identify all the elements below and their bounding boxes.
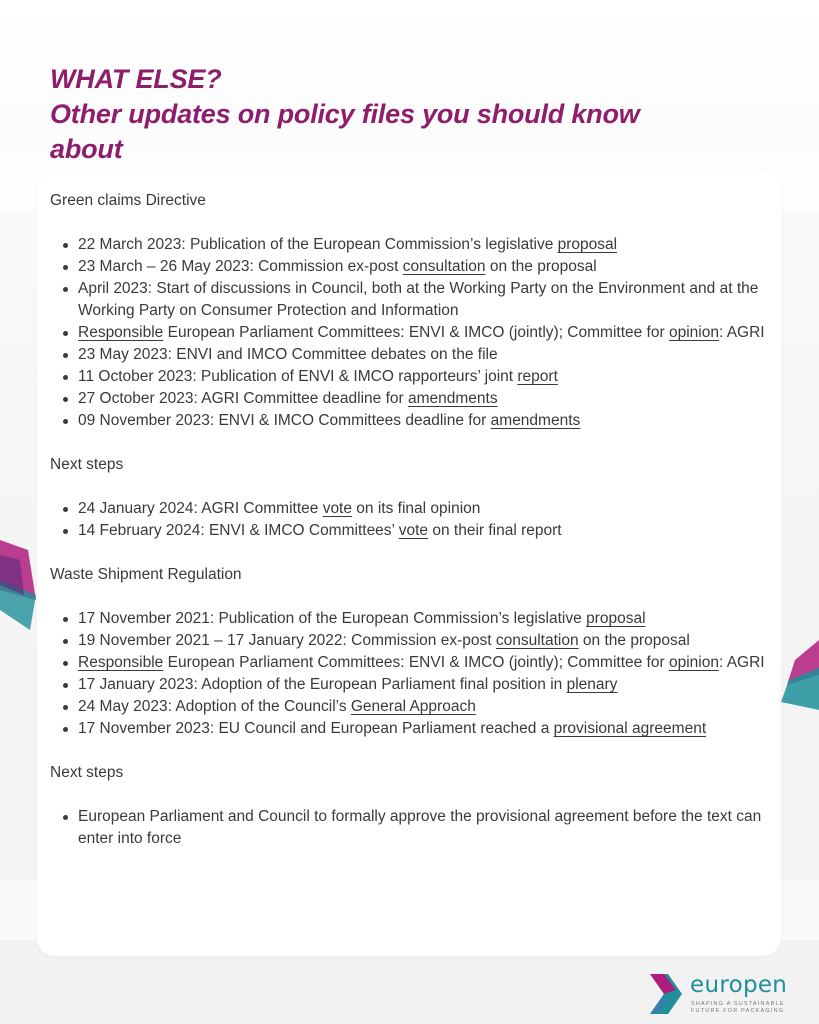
item-text: on their final report [428, 522, 562, 539]
inline-link[interactable]: proposal [586, 610, 646, 627]
title-line: WHAT ELSE? [50, 64, 222, 94]
inline-link[interactable]: amendments [407, 390, 498, 407]
list-item [50, 410, 770, 432]
list-item [50, 498, 770, 520]
item-text: 22 March 2023: Publication of the European Commission’s legislative [78, 236, 558, 253]
list-item [50, 234, 770, 256]
list-item [50, 366, 770, 388]
item-text: 09 November 2023: ENVI & IMCO Committees deadline for [78, 412, 491, 429]
item-text: 17 November 2021: Publication of the European Commission’s legislative [78, 610, 587, 627]
item-text: 17 November 2023: EU Council and European Parliament reached a [78, 720, 554, 737]
inline-link[interactable]: Responsible [78, 654, 164, 671]
bullet-list [50, 498, 770, 542]
list-item [50, 256, 770, 278]
title-line: about [50, 134, 123, 164]
bullet-list [50, 806, 770, 850]
item-text: : AGRI [718, 324, 765, 341]
list-item [50, 718, 770, 740]
bullet-list [50, 608, 770, 740]
list-item [50, 806, 770, 850]
inline-link[interactable]: vote [322, 500, 352, 517]
item-text: European Parliament Committees: ENVI & IMCO (jointly); Committee for [163, 654, 669, 671]
title-line: Other updates on policy files you should know [50, 99, 640, 129]
inline-link[interactable]: opinion [668, 324, 719, 341]
list-item [50, 344, 770, 366]
item-text: 23 March – 26 May 2023: Commission ex-post [78, 258, 403, 275]
inline-link[interactable]: consultation [495, 632, 579, 649]
decorative-ribbon-left [0, 540, 36, 630]
inline-link[interactable]: amendments [490, 412, 581, 429]
inline-link[interactable]: opinion [668, 654, 719, 671]
inline-link[interactable]: plenary [566, 676, 618, 693]
item-text: 27 October 2023: AGRI Committee deadline for [78, 390, 408, 407]
inline-link[interactable]: Responsible [78, 324, 164, 341]
policy-updates-content [50, 190, 770, 872]
europen-logo [646, 970, 791, 1018]
item-text: on the proposal [578, 632, 690, 649]
inline-link[interactable]: vote [398, 522, 429, 539]
item-text: 24 January 2024: AGRI Committee [78, 500, 323, 517]
list-item [50, 388, 770, 410]
inline-link[interactable]: proposal [557, 236, 618, 253]
list-item [50, 278, 770, 322]
list-item [50, 608, 770, 630]
page-title [50, 62, 770, 167]
list-item [50, 696, 770, 718]
item-text: 14 February 2024: ENVI & IMCO Committees’ [78, 522, 399, 539]
item-text: 24 May 2023: Adoption of the Council’s [78, 698, 351, 715]
item-text: 11 October 2023: Publication of ENVI & IMCO rapporteurs’ joint [78, 368, 518, 385]
logo-tagline: SHAPING A SUSTAINABLE FUTURE FOR PACKAGING [691, 1001, 785, 1014]
item-text: European Parliament and Council to formally approve the provisional agreement before the text can enter into force [78, 808, 762, 847]
list-item [50, 520, 770, 542]
section-heading: Next steps [50, 456, 124, 473]
logo-wordmark: europen [690, 972, 788, 998]
section-heading: Next steps [50, 764, 124, 781]
inline-link[interactable]: General Approach [350, 698, 476, 715]
europen-mark-icon [646, 972, 686, 1016]
item-text: on the proposal [485, 258, 597, 275]
item-text: European Parliament Committees: ENVI & IMCO (jointly); Committee for [163, 324, 669, 341]
item-text: 17 January 2023: Adoption of the European Parliament final position in [78, 676, 567, 693]
inline-link[interactable]: report [517, 368, 558, 385]
inline-link[interactable]: consultation [402, 258, 486, 275]
list-item [50, 674, 770, 696]
section-heading: Green claims Directive [50, 192, 206, 209]
bullet-list [50, 234, 770, 432]
decorative-ribbon-right [781, 640, 819, 710]
item-text: 19 November 2021 – 17 January 2022: Commission ex-post [78, 632, 496, 649]
item-text: : AGRI [718, 654, 765, 671]
section-heading: Waste Shipment Regulation [50, 566, 242, 583]
list-item [50, 322, 770, 344]
item-text: April 2023: Start of discussions in Council, both at the Working Party on the Environment and at the Working Party on Consumer Protection and Information [78, 280, 759, 319]
list-item [50, 652, 770, 674]
inline-link[interactable]: provisional agreement [553, 720, 707, 737]
item-text: 23 May 2023: ENVI and IMCO Committee debates on the file [78, 346, 498, 363]
list-item [50, 630, 770, 652]
item-text: on its final opinion [352, 500, 481, 517]
